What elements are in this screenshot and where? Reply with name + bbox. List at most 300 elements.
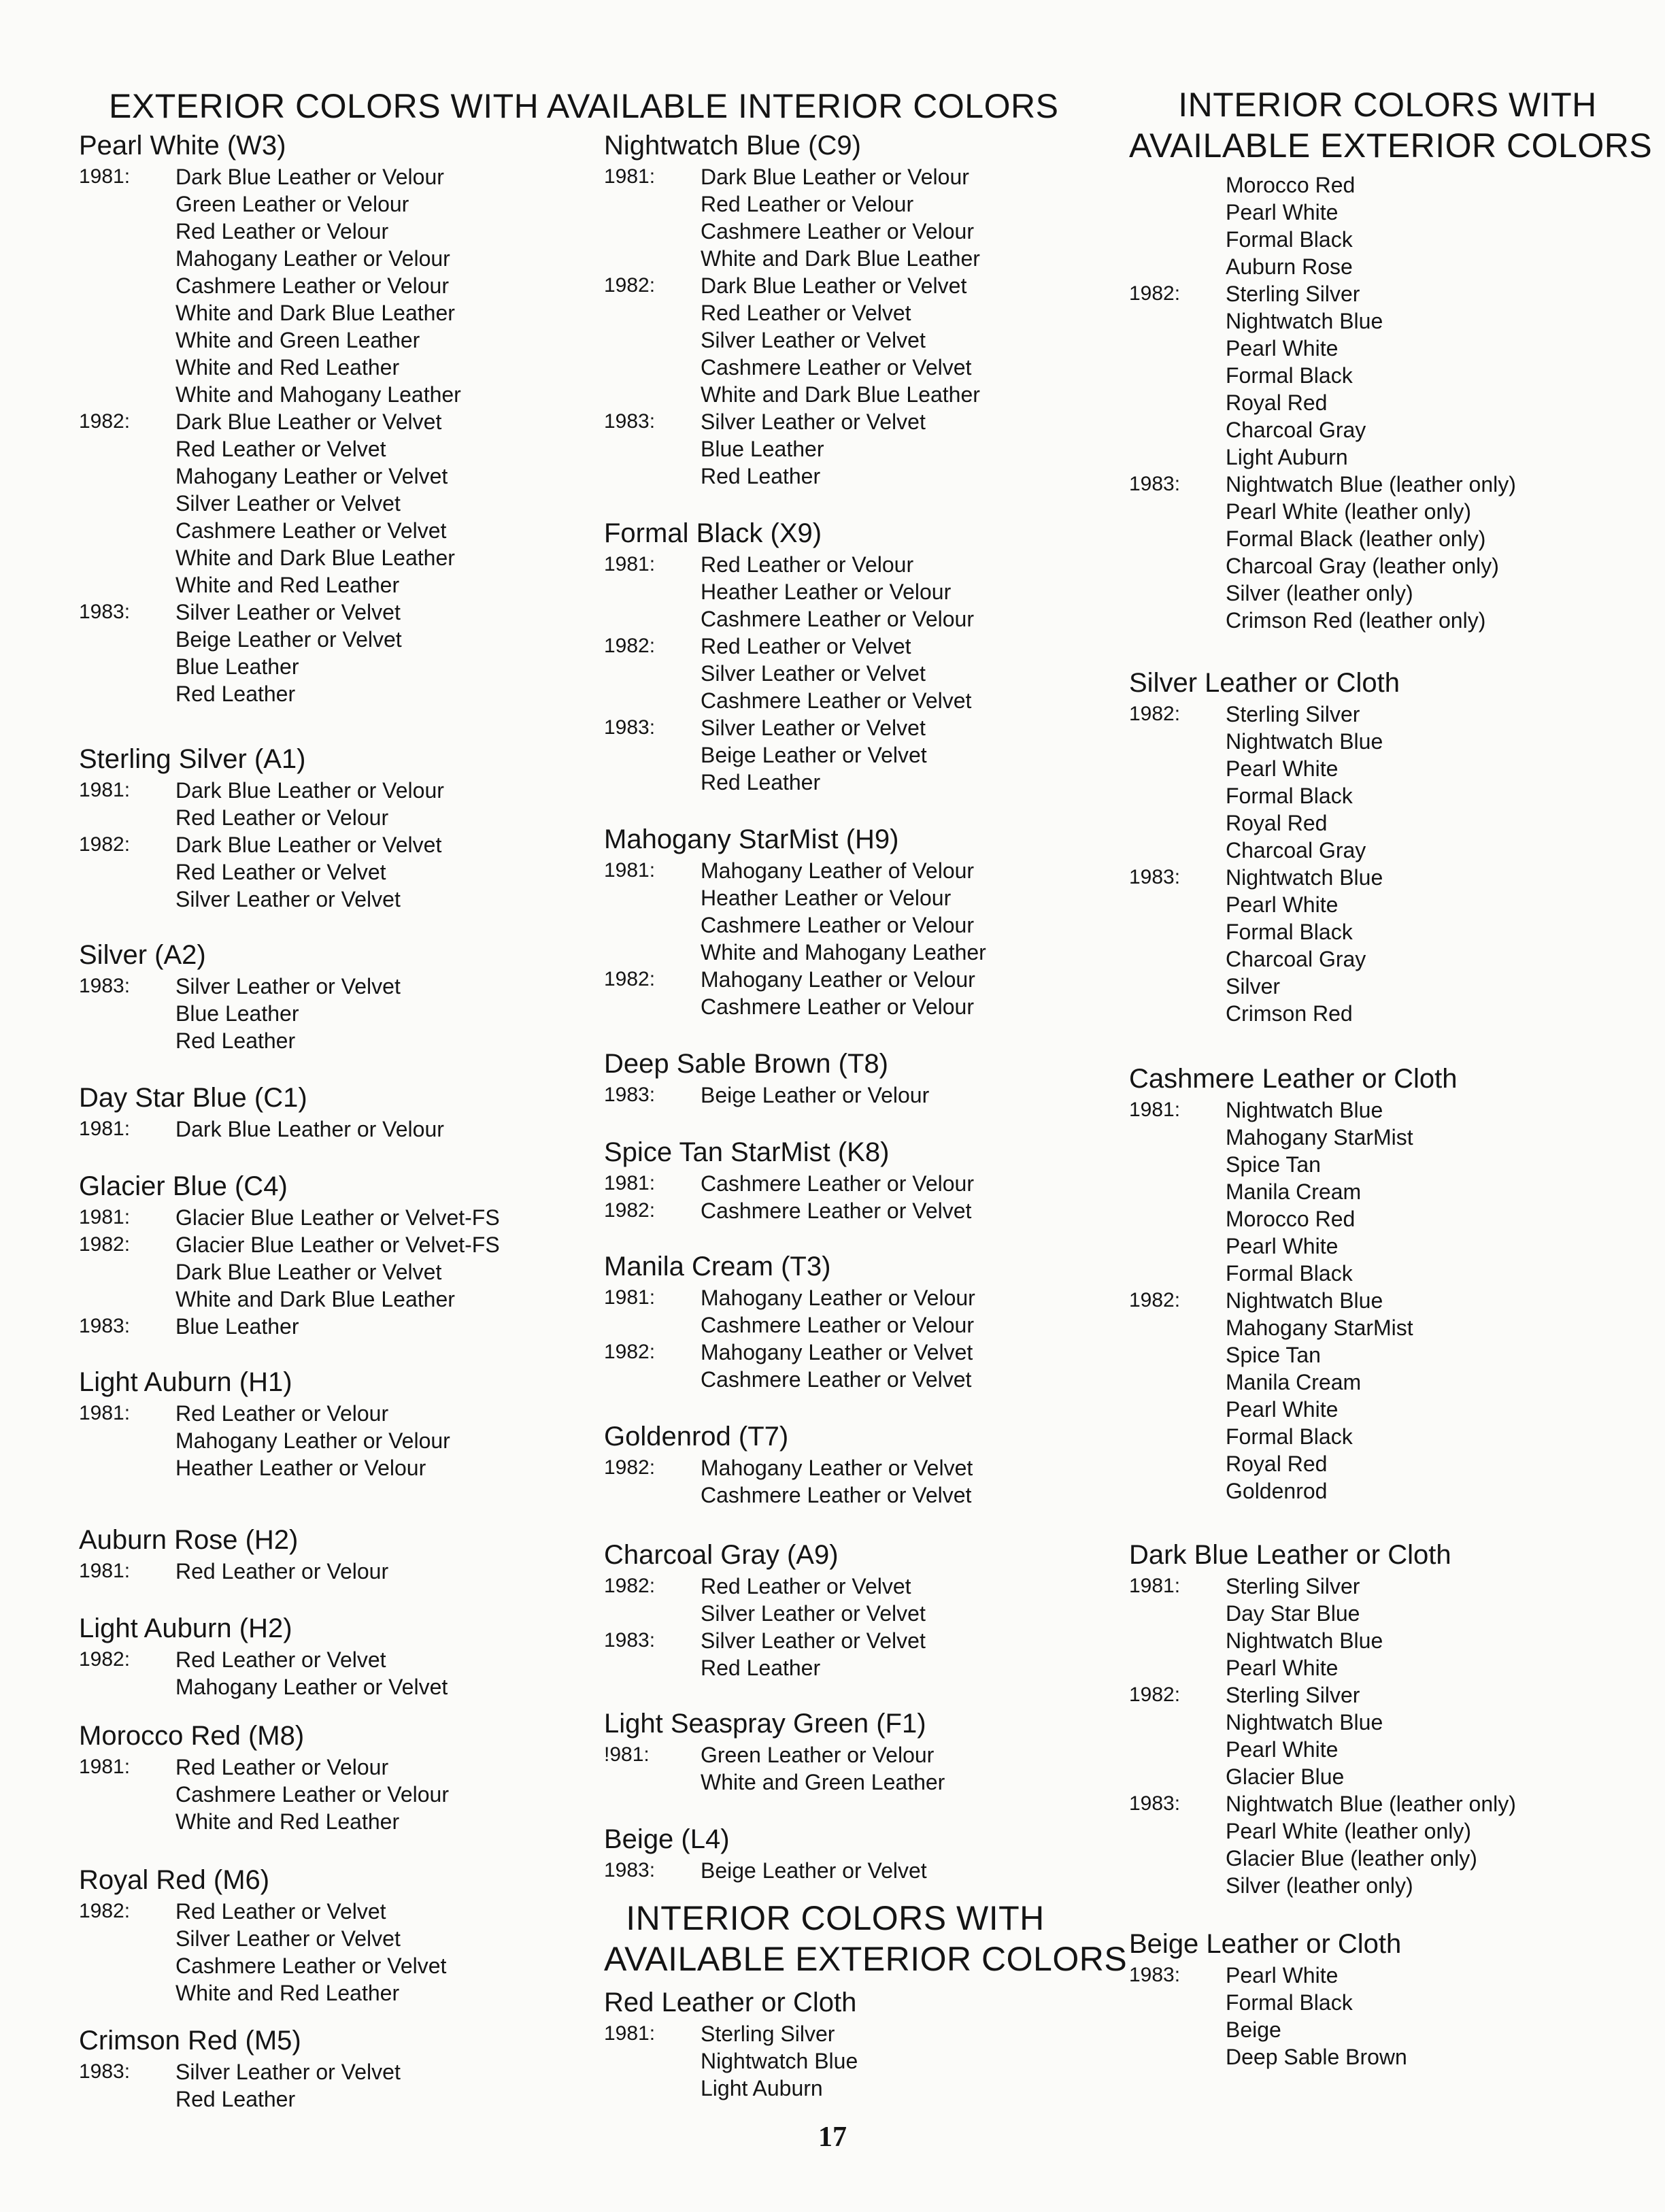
color-option: Formal Black xyxy=(1226,227,1353,252)
color-section xyxy=(79,2024,596,2113)
color-option: Silver Leather or Velvet xyxy=(701,1628,926,1653)
color-option-row xyxy=(604,1311,1121,1339)
color-option-row xyxy=(1129,280,1646,307)
color-option-row xyxy=(604,687,1121,714)
model-year: 1981: xyxy=(79,779,131,801)
color-option-row xyxy=(1129,728,1646,755)
color-option-row xyxy=(1129,1369,1646,1396)
color-option-row xyxy=(1129,891,1646,918)
color-option-row xyxy=(1129,1709,1646,1736)
color-option-row xyxy=(79,326,596,354)
color-option-row xyxy=(1129,1962,1646,1989)
color-option: Beige Leather or Velvet xyxy=(701,743,927,767)
color-option: Cashmere Leather or Velour xyxy=(701,607,974,631)
color-option: Sterling Silver xyxy=(1226,702,1360,726)
color-option: Blue Leather xyxy=(175,654,299,679)
color-option: Nightwatch Blue (leather only) xyxy=(1226,472,1516,497)
color-option: Pearl White xyxy=(1226,756,1339,781)
color-option-row xyxy=(79,1427,596,1454)
color-option: Nightwatch Blue xyxy=(1226,865,1383,890)
color-option-row xyxy=(79,973,596,1000)
color-option-row xyxy=(1129,1790,1646,1817)
color-section xyxy=(604,1250,1121,1393)
color-option: White and Red Leather xyxy=(175,355,400,380)
color-option-row xyxy=(79,1754,596,1781)
color-section-title: Manila Cream (T3) xyxy=(604,1252,831,1281)
color-section xyxy=(79,1524,596,1585)
color-option-row xyxy=(1129,945,1646,973)
color-option-row xyxy=(1129,552,1646,580)
color-option-row xyxy=(604,1769,1121,1796)
color-option: Pearl White xyxy=(1226,1963,1339,1988)
color-option-row xyxy=(604,633,1121,660)
model-year: 1981: xyxy=(79,1560,131,1582)
color-section xyxy=(604,1823,1121,1884)
color-option-row xyxy=(1129,809,1646,837)
color-option-row xyxy=(79,354,596,381)
interior-colors-heading-mid-line1: INTERIOR COLORS WITH xyxy=(626,1899,1045,1937)
model-year: 1981: xyxy=(604,1172,656,1194)
color-option: Formal Black xyxy=(1226,1261,1353,1286)
color-option-row xyxy=(604,993,1121,1020)
color-option: Sterling Silver xyxy=(701,2022,835,2046)
color-section xyxy=(1129,1928,1646,2071)
color-option-row xyxy=(604,857,1121,884)
color-option-row xyxy=(604,884,1121,911)
color-option: Red Leather or Velour xyxy=(701,192,914,216)
color-option: Sterling Silver xyxy=(1226,1683,1360,1707)
color-option: Formal Black xyxy=(1226,784,1353,808)
color-option: Pearl White xyxy=(1226,200,1339,224)
color-option: Dark Blue Leather or Velour xyxy=(701,165,969,189)
color-option-row xyxy=(79,1454,596,1481)
color-option: Royal Red xyxy=(1226,1452,1328,1476)
color-section-title: Light Auburn (H1) xyxy=(79,1367,292,1397)
color-option-row xyxy=(1129,1627,1646,1654)
color-option-row xyxy=(1129,1096,1646,1124)
model-year: 1981: xyxy=(79,1206,131,1228)
color-option: Dark Blue Leather or Velvet xyxy=(701,273,967,298)
color-option-row xyxy=(1129,199,1646,226)
color-section-title: Morocco Red (M8) xyxy=(79,1721,305,1751)
color-option-row xyxy=(1129,1341,1646,1369)
color-option: Mahogany Leather or Velvet xyxy=(175,1675,448,1699)
model-year: 1982: xyxy=(1129,703,1181,725)
color-option-row xyxy=(79,245,596,272)
model-year: 1983: xyxy=(79,2060,131,2083)
color-option: Silver Leather or Velvet xyxy=(175,1926,401,1951)
color-section-title: Day Star Blue (C1) xyxy=(79,1083,307,1113)
color-option-row xyxy=(604,435,1121,463)
color-option: Green Leather or Velour xyxy=(701,1743,935,1767)
color-section xyxy=(604,1986,1121,2102)
color-option: Day Star Blue xyxy=(1226,1601,1360,1626)
color-option: Beige Leather or Velour xyxy=(701,1083,930,1107)
color-option: Red Leather xyxy=(175,682,296,706)
color-option-row xyxy=(604,218,1121,245)
color-option: Glacier Blue xyxy=(1226,1764,1345,1789)
color-option: Silver Leather or Velvet xyxy=(175,974,401,999)
color-option-row xyxy=(1129,1314,1646,1341)
color-option-row xyxy=(604,326,1121,354)
color-option-row xyxy=(79,435,596,463)
color-option-row xyxy=(604,769,1121,796)
color-option-row xyxy=(1129,1573,1646,1600)
color-option: White and Mahogany Leather xyxy=(175,382,461,407)
color-option-row xyxy=(79,1116,596,1143)
model-year: 1981: xyxy=(604,165,656,188)
color-section xyxy=(79,1612,596,1700)
color-option-row xyxy=(1129,782,1646,809)
color-option-row xyxy=(79,299,596,326)
color-section xyxy=(604,129,1121,490)
color-option-row xyxy=(1129,1681,1646,1709)
color-option: Cashmere Leather or Velvet xyxy=(701,688,972,713)
color-section xyxy=(604,1420,1121,1509)
color-option: Silver Leather or Velvet xyxy=(701,409,926,434)
color-option: Cashmere Leather or Velour xyxy=(701,994,974,1019)
color-option-row xyxy=(79,517,596,544)
color-option-row xyxy=(604,463,1121,490)
color-option-row xyxy=(79,1231,596,1258)
model-year: 1983: xyxy=(1129,1964,1181,1986)
color-section-title: Spice Tan StarMist (K8) xyxy=(604,1137,890,1167)
color-section xyxy=(604,823,1121,1020)
color-option-row xyxy=(1129,2043,1646,2071)
color-option-row xyxy=(604,1741,1121,1769)
color-option: Goldenrod xyxy=(1226,1479,1328,1503)
color-option: Cashmere Leather or Velvet xyxy=(175,1954,447,1978)
color-option: Cashmere Leather or Velour xyxy=(175,273,449,298)
color-option-row xyxy=(79,653,596,680)
color-option-row xyxy=(1129,1233,1646,1260)
model-year: 1982: xyxy=(604,968,656,990)
color-option: Red Leather or Velvet xyxy=(175,1647,386,1672)
color-option-row xyxy=(79,571,596,599)
color-option-row xyxy=(1129,607,1646,634)
color-option: Dark Blue Leather or Velour xyxy=(175,1117,444,1141)
color-option-row xyxy=(1129,1989,1646,2016)
color-option: Red Leather or Velour xyxy=(701,552,914,577)
color-option: Silver xyxy=(1226,974,1281,999)
color-option: Red Leather or Velvet xyxy=(175,860,386,884)
color-section xyxy=(604,1048,1121,1109)
color-option: Nightwatch Blue xyxy=(1226,1288,1383,1313)
color-option: Silver Leather or Velvet xyxy=(175,2060,401,2084)
color-option: Manila Cream xyxy=(1226,1370,1362,1394)
color-option-row xyxy=(604,1654,1121,1681)
model-year: 1982: xyxy=(604,1341,656,1363)
color-option: Auburn Rose xyxy=(1226,254,1353,279)
color-option-row xyxy=(1129,1000,1646,1027)
model-year: 1982: xyxy=(604,1575,656,1597)
color-option: Red Leather or Velour xyxy=(175,1755,389,1779)
color-option: Pearl White (leather only) xyxy=(1226,499,1472,524)
color-option: Red Leather or Velvet xyxy=(175,1899,386,1924)
color-option-row xyxy=(79,190,596,218)
color-option-row xyxy=(1129,1260,1646,1287)
color-section-title: Pearl White (W3) xyxy=(79,131,286,161)
color-option: Pearl White (leather only) xyxy=(1226,1819,1472,1843)
color-option-row xyxy=(79,1898,596,1925)
model-year: 1982: xyxy=(1129,1289,1181,1311)
interior-colors-heading-mid-line2: AVAILABLE EXTERIOR COLORS xyxy=(604,1940,1128,1978)
color-option: Cashmere Leather or Velour xyxy=(701,1171,974,1196)
color-option-row xyxy=(1129,471,1646,498)
color-option-row xyxy=(1129,1477,1646,1505)
color-option-row xyxy=(604,381,1121,408)
color-option: Silver (leather only) xyxy=(1226,1873,1413,1898)
color-option: Green Leather or Velour xyxy=(175,192,409,216)
color-option: Nightwatch Blue xyxy=(1226,1628,1383,1653)
exterior-colors-heading: EXTERIOR COLORS WITH AVAILABLE INTERIOR COLORS xyxy=(109,87,1059,125)
color-section-title: Silver (A2) xyxy=(79,940,206,970)
model-year: 1981: xyxy=(1129,1575,1181,1597)
model-year: 1982: xyxy=(79,1900,131,1922)
color-option: Glacier Blue Leather or Velvet-FS xyxy=(175,1233,500,1257)
color-option-row xyxy=(1129,525,1646,552)
color-option: Formal Black xyxy=(1226,363,1353,388)
color-option-row xyxy=(604,299,1121,326)
color-section-title: Sterling Silver (A1) xyxy=(79,744,306,774)
color-option-row xyxy=(1129,416,1646,443)
model-year: 1982: xyxy=(604,635,656,657)
color-option-row xyxy=(604,245,1121,272)
color-section xyxy=(604,1539,1121,1681)
color-option: Charcoal Gray xyxy=(1226,838,1366,862)
model-year: 1982: xyxy=(1129,282,1181,305)
color-option: Spice Tan xyxy=(1226,1343,1321,1367)
color-option-row xyxy=(604,272,1121,299)
color-option: White and Green Leather xyxy=(701,1770,945,1794)
color-option-row xyxy=(1129,1178,1646,1205)
color-section xyxy=(79,129,596,707)
color-option: Beige Leather or Velvet xyxy=(175,627,402,652)
color-option-row xyxy=(1129,307,1646,335)
color-option: Silver (leather only) xyxy=(1226,581,1413,605)
model-year: 1982: xyxy=(1129,1683,1181,1706)
model-year: 1982: xyxy=(604,274,656,297)
color-option-row xyxy=(79,777,596,804)
color-option-row xyxy=(1129,864,1646,891)
color-option-row xyxy=(1129,701,1646,728)
color-option-row xyxy=(79,1979,596,2007)
color-option-row xyxy=(604,1857,1121,1884)
color-option-row xyxy=(604,1197,1121,1224)
color-option: Heather Leather or Velour xyxy=(175,1456,426,1480)
color-option: Red Leather xyxy=(175,1028,296,1053)
color-option-row xyxy=(604,1600,1121,1627)
color-option-row xyxy=(79,1558,596,1585)
color-option: Beige Leather or Velvet xyxy=(701,1858,927,1883)
color-option: Blue Leather xyxy=(175,1314,299,1339)
color-option: Mahogany Leather or Velour xyxy=(701,1286,975,1310)
color-section xyxy=(79,939,596,1054)
color-option-row xyxy=(604,714,1121,741)
color-section-title: Silver Leather or Cloth xyxy=(1129,668,1400,698)
color-option: White and Red Leather xyxy=(175,1981,400,2005)
color-section xyxy=(79,1082,596,1143)
model-year: 1982: xyxy=(604,1199,656,1222)
color-option: Formal Black xyxy=(1226,1424,1353,1449)
color-option-row xyxy=(1129,1736,1646,1763)
color-option-row xyxy=(604,190,1121,218)
color-option-row xyxy=(1129,362,1646,389)
color-option: Nightwatch Blue xyxy=(1226,1098,1383,1122)
color-section-title: Deep Sable Brown (T8) xyxy=(604,1049,888,1079)
color-option-row xyxy=(1129,389,1646,416)
color-option: Red Leather or Velvet xyxy=(701,634,911,658)
color-option-row xyxy=(79,680,596,707)
model-year: 1981: xyxy=(79,1402,131,1424)
color-option-row xyxy=(1129,1817,1646,1845)
color-option: Red Leather or Velvet xyxy=(701,1574,911,1598)
color-option-row xyxy=(1129,171,1646,199)
color-option-row xyxy=(1129,1423,1646,1450)
color-option-row xyxy=(1129,226,1646,253)
color-option: Royal Red xyxy=(1226,390,1328,415)
color-option-row xyxy=(79,408,596,435)
color-option-row xyxy=(1129,918,1646,945)
color-option-row xyxy=(604,2075,1121,2102)
color-section-title: Glacier Blue (C4) xyxy=(79,1171,288,1201)
color-section xyxy=(604,1136,1121,1224)
model-year: !981: xyxy=(604,1743,650,1766)
color-option-row xyxy=(79,544,596,571)
color-option: Mahogany Leather or Velour xyxy=(175,246,450,271)
color-option: Nightwatch Blue xyxy=(1226,309,1383,333)
color-option-row xyxy=(1129,1450,1646,1477)
color-option: Cashmere Leather or Velvet xyxy=(701,1199,972,1223)
model-year: 1983: xyxy=(604,1084,656,1106)
color-option: Silver Leather or Velvet xyxy=(701,661,926,686)
color-option: Morocco Red xyxy=(1226,173,1356,197)
color-option-row xyxy=(1129,837,1646,864)
color-section xyxy=(1129,667,1646,1027)
color-option: Crimson Red (leather only) xyxy=(1226,608,1486,633)
color-option-row xyxy=(1129,1124,1646,1151)
color-section xyxy=(604,1707,1121,1796)
color-option-row xyxy=(79,1286,596,1313)
color-option-row xyxy=(1129,1600,1646,1627)
color-option-row xyxy=(1129,1845,1646,1872)
color-option-row xyxy=(79,858,596,886)
color-option: Silver Leather or Velvet xyxy=(701,328,926,352)
color-option-row xyxy=(604,911,1121,939)
color-option-row xyxy=(604,741,1121,769)
color-option: Formal Black xyxy=(1226,920,1353,944)
model-year: 1983: xyxy=(79,601,131,623)
color-section-title: Cashmere Leather or Cloth xyxy=(1129,1064,1458,1094)
color-section-title: Formal Black (X9) xyxy=(604,518,822,548)
color-option: Light Auburn xyxy=(1226,445,1348,469)
color-option: Cashmere Leather or Velour xyxy=(701,1313,974,1337)
color-option: White and Dark Blue Leather xyxy=(175,301,455,325)
color-option: White and Dark Blue Leather xyxy=(175,546,455,570)
model-year: 1981: xyxy=(79,1118,131,1140)
model-year: 1981: xyxy=(604,2022,656,2045)
color-option: Red Leather or Velour xyxy=(175,1559,389,1583)
model-year: 1983: xyxy=(604,1629,656,1652)
color-option: Silver Leather or Velvet xyxy=(175,600,401,624)
color-section xyxy=(79,743,596,913)
color-option: Red Leather xyxy=(701,770,821,794)
color-option: Red Leather or Velour xyxy=(175,805,389,830)
color-option: Formal Black (leather only) xyxy=(1226,526,1486,551)
color-option: Blue Leather xyxy=(701,437,824,461)
color-option: Silver Leather or Velvet xyxy=(175,491,401,516)
color-section-title: Beige (L4) xyxy=(604,1824,730,1854)
color-option-row xyxy=(79,626,596,653)
color-option: Cashmere Leather or Velvet xyxy=(701,1483,972,1507)
color-option-row xyxy=(79,1673,596,1700)
color-section-title: Goldenrod (T7) xyxy=(604,1422,789,1452)
model-year: 1983: xyxy=(604,1859,656,1881)
color-option: Blue Leather xyxy=(175,1001,299,1026)
color-option-row xyxy=(604,1170,1121,1197)
color-option: Cashmere Leather or Velour xyxy=(175,1782,449,1807)
color-option-row xyxy=(604,1339,1121,1366)
color-option: Charcoal Gray (leather only) xyxy=(1226,554,1499,578)
model-year: 1983: xyxy=(1129,866,1181,888)
color-option-row xyxy=(604,2047,1121,2075)
color-option: White and Red Leather xyxy=(175,1809,400,1834)
color-option-row xyxy=(79,381,596,408)
color-option: Red Leather xyxy=(701,464,821,488)
color-option-row xyxy=(79,886,596,913)
color-option-row xyxy=(79,2058,596,2085)
color-option-row xyxy=(1129,1654,1646,1681)
color-section-title: Beige Leather or Cloth xyxy=(1129,1929,1402,1959)
color-option-row xyxy=(1129,1763,1646,1790)
color-option: Deep Sable Brown xyxy=(1226,2045,1407,2069)
model-year: 1982: xyxy=(79,833,131,856)
color-option: Sterling Silver xyxy=(1226,1574,1360,1598)
color-option: Nightwatch Blue xyxy=(701,2049,858,2073)
color-option: Dark Blue Leather or Velour xyxy=(175,165,444,189)
color-option-row xyxy=(79,1808,596,1835)
color-option: Cashmere Leather or Velvet xyxy=(701,355,972,380)
color-option-row xyxy=(79,1646,596,1673)
color-option-row xyxy=(1129,1872,1646,1899)
color-section-title: Charcoal Gray (A9) xyxy=(604,1540,839,1570)
color-option: Red Leather xyxy=(701,1656,821,1680)
interior-colors-heading-top-line1: INTERIOR COLORS WITH xyxy=(1178,86,1597,124)
color-option: White and Green Leather xyxy=(175,328,420,352)
color-section xyxy=(1129,1062,1646,1505)
model-year: 1983: xyxy=(1129,1792,1181,1815)
color-option-row xyxy=(79,804,596,831)
model-year: 1983: xyxy=(604,410,656,433)
color-option-row xyxy=(79,1952,596,1979)
color-option: Silver Leather or Velvet xyxy=(175,887,401,911)
color-option: Pearl White xyxy=(1226,1737,1339,1762)
color-option: White and Mahogany Leather xyxy=(701,940,986,965)
color-option: Red Leather xyxy=(175,2087,296,2111)
color-option: Dark Blue Leather or Velvet xyxy=(175,409,442,434)
color-option-row xyxy=(1129,580,1646,607)
color-option-row xyxy=(1129,253,1646,280)
color-option: Nightwatch Blue (leather only) xyxy=(1226,1792,1516,1816)
color-option: Crimson Red xyxy=(1226,1001,1353,1026)
color-option-row xyxy=(79,599,596,626)
model-year: 1982: xyxy=(79,1233,131,1256)
color-section-title: Red Leather or Cloth xyxy=(604,1988,857,2017)
color-option-row xyxy=(79,163,596,190)
color-option-row xyxy=(79,1204,596,1231)
color-option-row xyxy=(604,163,1121,190)
model-year: 1981: xyxy=(604,1286,656,1309)
